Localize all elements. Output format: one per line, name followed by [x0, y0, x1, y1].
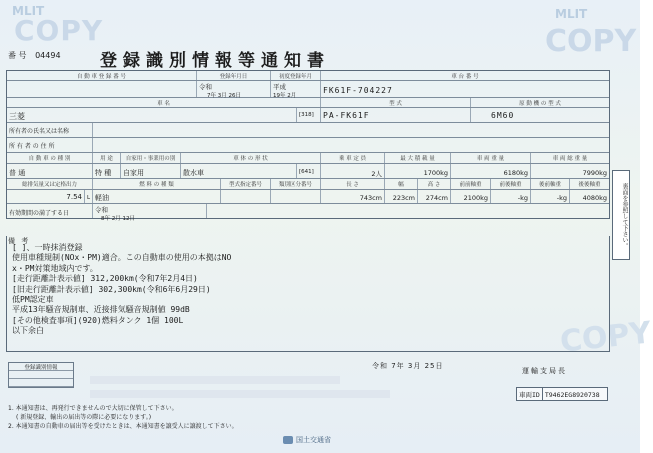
side-tab: 裏面を参照して下さい。 — [612, 170, 630, 260]
remark-line: 以下余白 — [12, 326, 44, 336]
reg-table-cell — [9, 371, 73, 379]
vehicle-id-box — [516, 387, 608, 401]
header-rear-rear-axle: 後後軸重 — [578, 182, 601, 188]
header-front-rear-axle: 前後軸重 — [491, 179, 531, 189]
serial-value: 04494 — [35, 51, 61, 60]
rear-front-axle-value: -kg — [531, 190, 570, 203]
header-fuel: 燃 料 の 種 類 — [93, 179, 221, 189]
header-first-reg: 初度登録年月 — [271, 71, 321, 80]
engine-type-value: 6M60 — [491, 111, 515, 120]
remark-line: [旧走行距離計表示値] 302,300km(令和6年6月29日) — [12, 284, 211, 294]
width-value: 223cm — [385, 190, 418, 203]
kind-value: 普 通 — [7, 164, 93, 178]
header-chassis: 車 台 番 号 — [451, 74, 479, 80]
max-load-value: 1700kg — [385, 164, 451, 178]
table-row — [7, 98, 609, 108]
displacement-value: 7.54 — [7, 190, 85, 203]
header-body: 車 体 の 形 状 — [181, 153, 321, 163]
watermark-copy: COPY — [558, 315, 653, 360]
weight-value: 6180kg — [451, 164, 531, 178]
use-value: 特 種 — [93, 164, 121, 178]
vehicle-info-table — [6, 70, 610, 222]
displacement-unit: L — [85, 190, 93, 203]
vehicle-id-label: 車両ID — [517, 388, 543, 401]
first-reg-era: 平成 — [273, 83, 286, 91]
watermark-copy: COPY — [545, 24, 637, 59]
owner-address-value — [93, 138, 609, 152]
remark-line: [走行距離計表示値] 312,200km(令和7年2月4日) — [12, 274, 198, 284]
table-row — [7, 71, 609, 81]
header-rear-front-axle: 後前軸重 — [531, 179, 570, 189]
header-gross: 車 両 総 重 量 — [552, 156, 588, 162]
remark-line: [その他検査事項](920)燃料タンク 1個 100L — [12, 315, 184, 325]
header-vehicle-name: 車 名 — [7, 98, 321, 107]
header-height: 高 さ — [418, 179, 451, 189]
front-rear-axle-value: -kg — [491, 190, 531, 203]
category-no-value — [271, 190, 321, 203]
table-row — [7, 204, 609, 222]
expiry-date: 8年 2月 12日 — [101, 216, 135, 222]
issue-date: 令和 7年 3月 25日 — [372, 362, 444, 370]
reg-table-cell — [9, 379, 73, 387]
note-line: 1. 本通知書は、再発行できませんので大切に保管して下さい。 — [8, 405, 178, 412]
table-row — [7, 153, 609, 164]
issuing-office: 運輸支局長 — [522, 367, 567, 375]
mlit-logo-icon — [283, 436, 293, 444]
expiry-value — [93, 204, 207, 222]
owner-name-value — [93, 123, 609, 137]
body-value: 散水車 — [181, 164, 297, 178]
ministry-name: 国土交通省 — [296, 436, 331, 444]
remark-line: x・PM対策地域内です。 — [12, 263, 98, 273]
expiry-era: 令和 — [95, 206, 108, 214]
header-reg-date: 登録年月日 — [197, 71, 271, 80]
header-expiry: 有効期間の満了する日 — [7, 204, 93, 218]
type-designation-value — [221, 190, 271, 203]
body-code: [641] — [297, 164, 321, 178]
vehicle-id-value: T9462EG8920738 — [544, 391, 600, 399]
header-length: 長 さ — [321, 179, 385, 189]
first-reg-value — [271, 81, 321, 97]
ministry-footer — [283, 435, 331, 445]
remark-line: 使用車種規制(NOx・PM)適合。この自動車の使用の本拠はNO — [12, 253, 232, 263]
header-owner-name: 所有者の氏名又は名称 — [7, 123, 93, 137]
table-row — [7, 179, 609, 190]
table-row — [7, 81, 609, 98]
header-width: 幅 — [385, 179, 418, 189]
header-max-load: 最 大 積 載 量 — [385, 153, 451, 163]
height-value: 274cm — [418, 190, 451, 203]
length-value: 743cm — [321, 190, 385, 203]
redacted-area — [90, 376, 340, 384]
vehicle-name-value: 三菱 — [7, 108, 297, 122]
table-row — [7, 190, 609, 204]
note-line: 2. 本通知書の自動車の届出等を受けたときは、本通知書を譲受人に譲渡して下さい。 — [8, 423, 238, 430]
fuel-value: 軽油 — [93, 190, 221, 203]
header-use: 用 途 — [93, 153, 121, 163]
remark-line: [ ]、一時抹消登録 — [12, 243, 83, 252]
table-row — [7, 108, 609, 123]
document-title: 登録識別情報等通知書 — [100, 51, 330, 71]
note-line: ( 新規登録、輸出の届出等の際に必要になります。) — [16, 414, 152, 421]
capacity-value: 2人 — [321, 164, 385, 178]
registration-id-table — [8, 362, 74, 388]
header-type-designation: 型式指定番号 — [221, 179, 271, 189]
remarks-label: 備 考 — [8, 237, 31, 245]
header-business: 自家用・事業用の別 — [121, 153, 181, 163]
header-kind: 自 動 車 の 種 別 — [7, 153, 93, 163]
watermark-mlit: MLIT — [12, 4, 45, 18]
table-row — [7, 138, 609, 153]
notes — [8, 404, 238, 431]
reg-no-value — [7, 81, 197, 97]
table-row — [7, 164, 609, 179]
table-row — [7, 123, 609, 138]
watermark-copy: COPY — [14, 14, 104, 47]
header-category-no: 類別区分番号 — [271, 179, 321, 189]
business-value: 自家用 — [121, 164, 181, 178]
reg-date: 7年 3月 26日 — [207, 93, 241, 99]
header-reg-no: 自 動 車 登 録 番 号 — [7, 71, 197, 80]
header-owner-address: 所 有 者 の 住 所 — [7, 138, 93, 152]
reg-table-header: 登録識別情報 — [9, 363, 73, 371]
header-engine-type: 原 動 機 の 型 式 — [519, 101, 561, 107]
maker-code: [318] — [297, 108, 321, 122]
remarks-lines — [12, 243, 231, 337]
header-capacity: 乗 車 定 員 — [321, 153, 385, 163]
chassis-value: FK61F-704227 — [323, 86, 393, 95]
reg-date-era: 令和 — [199, 83, 212, 91]
remark-line: 低PM認定車 — [12, 295, 54, 305]
remark-line: 平成13年騒音規制車、近接排気騒音規制値 99dB — [12, 305, 190, 315]
header-front-front-axle: 前前軸重 — [451, 179, 491, 189]
rear-rear-axle-value: 4080kg — [582, 194, 607, 202]
header-type: 型 式 — [321, 98, 471, 107]
redacted-area — [90, 390, 390, 398]
watermark-mlit: MLIT — [555, 7, 588, 21]
type-value: PA-FK61F — [321, 108, 471, 122]
reg-date-value — [197, 81, 271, 97]
header-weight: 車 両 重 量 — [451, 153, 531, 163]
gross-value: 7990kg — [582, 169, 607, 177]
serial-label: 番 号 — [8, 51, 27, 60]
serial-number — [8, 50, 61, 61]
header-displacement: 総排気量又は定格出力 — [7, 179, 93, 189]
front-front-axle-value: 2100kg — [451, 190, 491, 203]
first-reg: 19年 2月 — [273, 93, 297, 99]
expiry-blank — [207, 204, 609, 218]
